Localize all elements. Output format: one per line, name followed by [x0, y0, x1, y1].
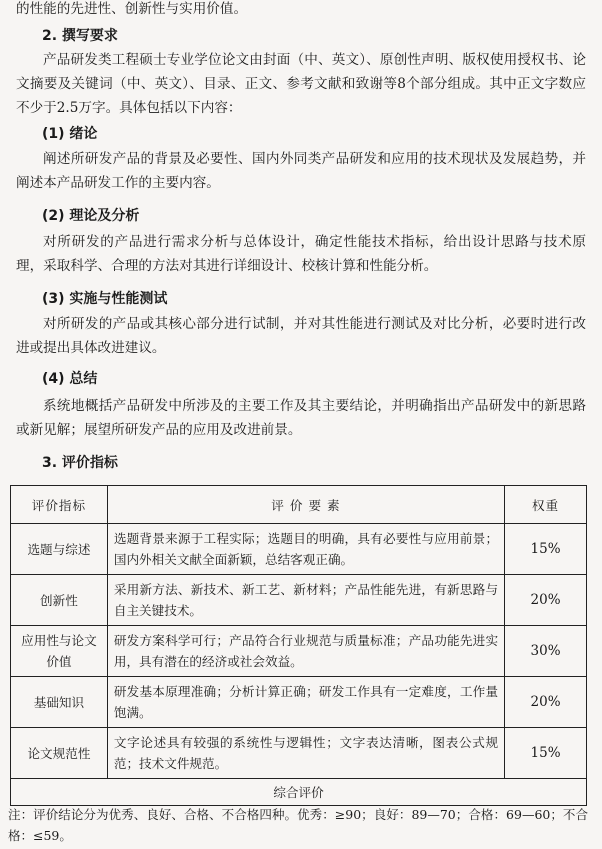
subsection-4-heading: (4) 总结 — [42, 371, 98, 387]
table-row — [11, 728, 587, 779]
row-weight: 30% — [505, 626, 587, 677]
subsection-1-text: 阐述所研发产品的背景及必要性、国内外同类产品研发和应用的技术现状及发展趋势，并阐述本产品研发工作的主要内容。 — [16, 151, 586, 191]
header-requirement: 评 价 要 素 — [107, 486, 504, 524]
table-row — [11, 524, 587, 575]
row-weight: 15% — [505, 524, 587, 575]
table-row — [11, 677, 587, 728]
row-indicator: 论文规范性 — [11, 728, 108, 779]
header-indicator: 评价指标 — [11, 486, 108, 524]
evaluation-table — [10, 485, 587, 806]
row-weight: 20% — [505, 677, 587, 728]
subsection-2-text: 对所研发的产品进行需求分析与总体设计，确定性能技术指标，给出设计思路与技术原理，采取科学、合理的方法对其进行详细设计、校核计算和性能分析。 — [16, 234, 586, 274]
table-row — [11, 626, 587, 677]
row-indicator: 应用性与论文价值 — [11, 626, 108, 677]
row-requirement: 采用新方法、新技术、新工艺、新材料；产品性能先进，有新思路与自主关键技术。 — [107, 575, 504, 626]
table-row — [11, 575, 587, 626]
subsection-1-heading: (1) 绪论 — [42, 126, 98, 142]
row-indicator: 选题与综述 — [11, 524, 108, 575]
header-weight: 权重 — [505, 486, 587, 524]
subsection-3-heading: (3) 实施与性能测试 — [42, 291, 168, 307]
total-label: 综合评价 — [11, 779, 587, 806]
subsection-4-text: 系统地概括产品研发中所涉及的主要工作及其主要结论，并明确指出产品研发中的新思路或新见解；展望所研发产品的应用及改进前景。 — [16, 398, 586, 438]
section3-heading: 3. 评价指标 — [42, 455, 118, 471]
table-header-row — [11, 486, 587, 524]
intro-tail: 的性能的先进性、创新性与实用价值。 — [16, 1, 248, 17]
table-total-row — [11, 779, 587, 806]
row-requirement: 文字论述具有较强的系统性与逻辑性；文字表达清晰，图表公式规范；技术文件规范。 — [107, 728, 504, 779]
row-indicator: 基础知识 — [11, 677, 108, 728]
subsection-3-text: 对所研发的产品或其核心部分进行试制，并对其性能进行测试及对比分析，必要时进行改进或提出具体改进建议。 — [16, 316, 586, 356]
section2-paragraph: 产品研发类工程硕士专业学位论文由封面（中、英文）、原创性声明、版权使用授权书、论文摘要及关键词（中、英文）、目录、正文、参考文献和致谢等8个部分组成。其中正文字数应不少于2.5万字。具体包括以下内容： — [16, 52, 586, 116]
row-requirement: 研发方案科学可行；产品符合行业规范与质量标准；产品功能先进实用，具有潜在的经济或社会效益。 — [107, 626, 504, 677]
section2-heading: 2. 撰写要求 — [42, 28, 118, 44]
row-requirement: 选题背景来源于工程实际；选题目的明确，具有必要性与应用前景；国内外相关文献全面新颖，总结客观正确。 — [107, 524, 504, 575]
row-requirement: 研发基本原理准确；分析计算正确；研发工作具有一定难度，工作量饱满。 — [107, 677, 504, 728]
row-weight: 15% — [505, 728, 587, 779]
footnote: 注：评价结论分为优秀、良好、合格、不合格四种。优秀：≥90；良好：89—70；合格：69—60；不合格：≤59。 — [8, 807, 588, 843]
subsection-2-heading: (2) 理论及分析 — [42, 208, 140, 224]
row-weight: 20% — [505, 575, 587, 626]
row-indicator: 创新性 — [11, 575, 108, 626]
